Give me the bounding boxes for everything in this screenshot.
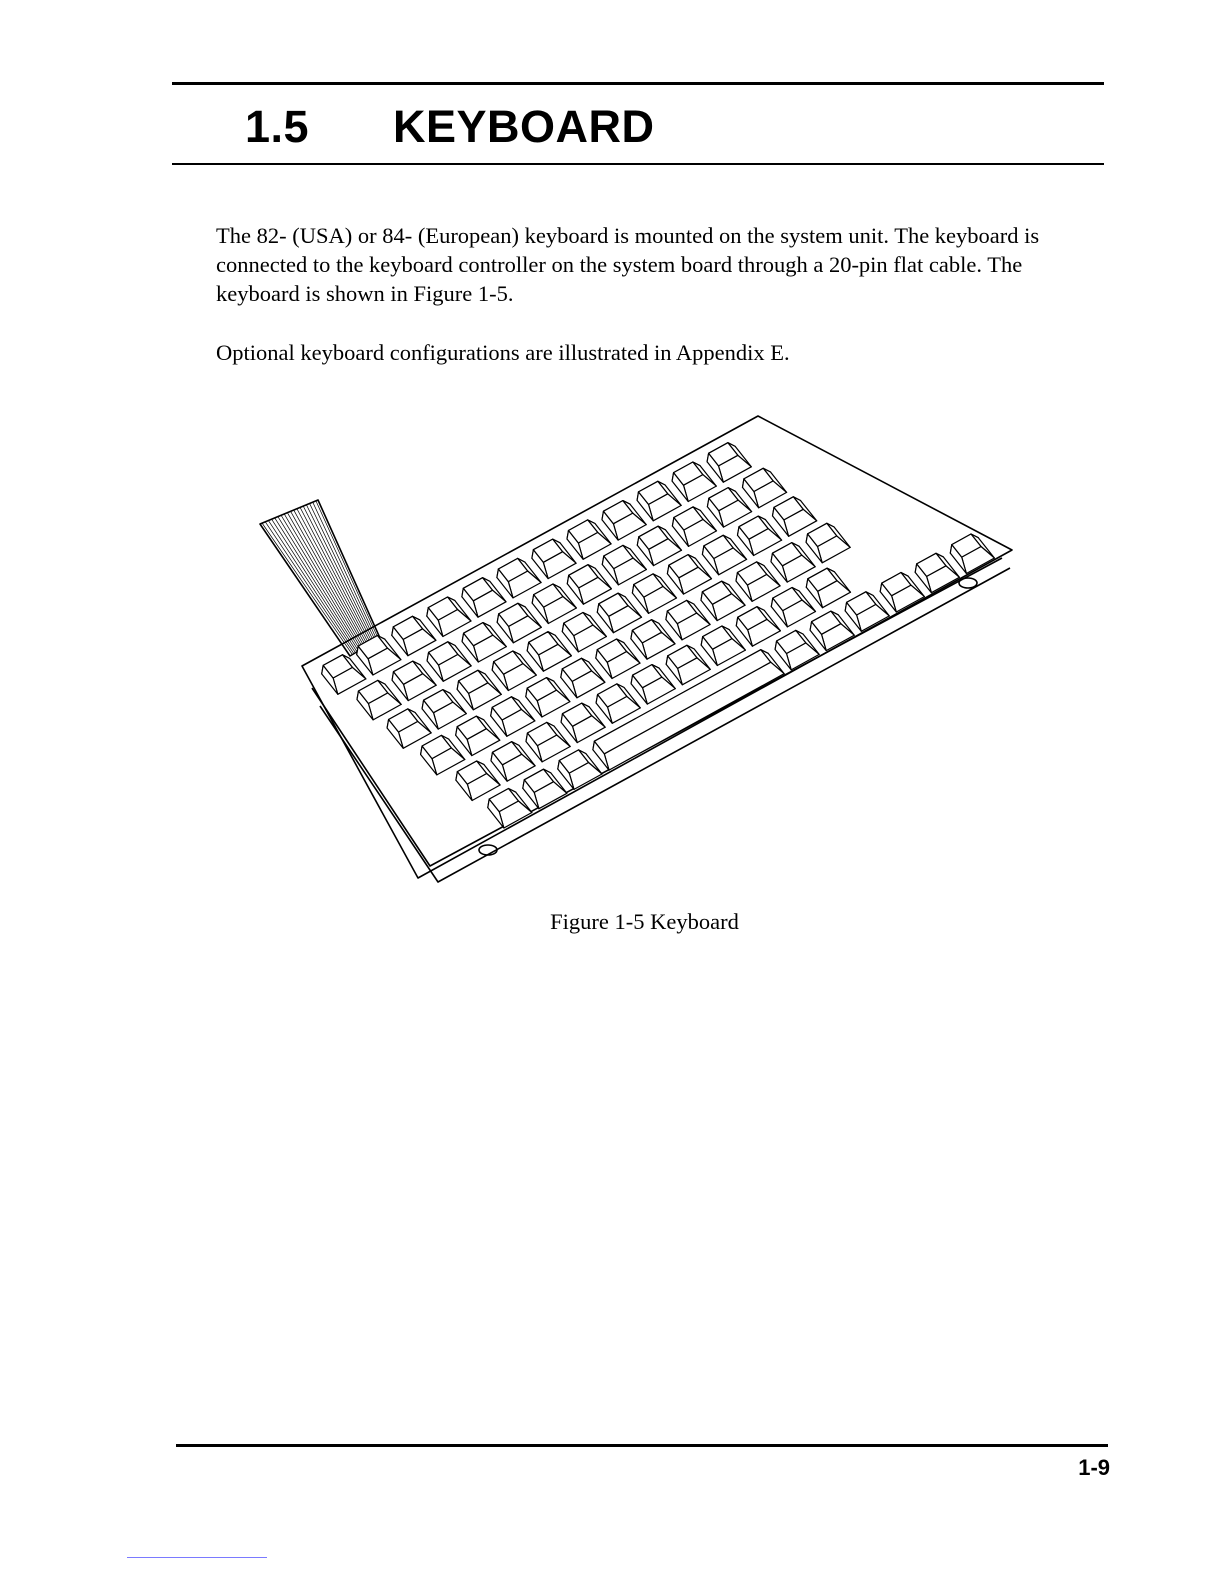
- keycap: [743, 468, 787, 508]
- keycap: [567, 565, 611, 605]
- keycap: [775, 630, 819, 670]
- keycap: [845, 592, 889, 632]
- body-paragraph-2: Optional keyboard configurations are illustrated in Appendix E.: [216, 340, 790, 365]
- keycap: [456, 761, 500, 801]
- keycap: [457, 670, 501, 710]
- cable-conductor: [284, 514, 362, 647]
- keycap: [357, 680, 401, 720]
- keycap: [915, 553, 959, 592]
- keycap: [562, 613, 606, 652]
- keycap: [707, 488, 751, 527]
- header-rule-bottom: [172, 163, 1104, 165]
- keycap: [596, 684, 640, 723]
- keycap: [810, 611, 854, 651]
- keycap: [456, 716, 500, 756]
- keycap: [771, 588, 815, 627]
- keycap: [666, 600, 710, 640]
- tray-foot: [479, 845, 497, 855]
- keycap: [532, 539, 576, 579]
- keycap: [488, 789, 532, 829]
- keycap: [523, 769, 567, 809]
- keycap: [806, 523, 850, 563]
- keycap: [950, 534, 994, 574]
- keycap: [602, 501, 646, 540]
- keycap: [322, 655, 366, 695]
- keycap: [561, 658, 605, 698]
- cable-conductor: [265, 522, 353, 653]
- keycap: [387, 709, 431, 748]
- keycap: [667, 555, 711, 595]
- cable-conductor: [310, 504, 375, 640]
- keycap: [392, 616, 436, 655]
- keycap: [738, 516, 782, 555]
- keycap: [567, 520, 611, 559]
- keycap: [427, 597, 471, 637]
- keycap: [422, 690, 466, 730]
- keycap: [736, 607, 780, 647]
- keycap: [701, 626, 745, 666]
- keycap: [462, 623, 506, 662]
- cable-conductor: [272, 519, 357, 651]
- page-number: 1-9: [1078, 1455, 1110, 1480]
- keycap: [806, 568, 850, 608]
- footer-rule: [176, 1444, 1108, 1447]
- cable-conductor: [294, 510, 368, 645]
- keycap: [631, 620, 675, 660]
- section-title: KEYBOARD: [393, 101, 655, 152]
- keycap: [701, 581, 745, 620]
- keycap: [491, 697, 535, 737]
- cable-conductor: [268, 520, 355, 652]
- cable-conductor: [316, 501, 378, 638]
- keycap: [672, 507, 716, 547]
- keycap: [631, 665, 675, 705]
- keycap: [632, 574, 676, 614]
- section-number: 1.5: [245, 101, 310, 152]
- keycap: [532, 584, 576, 624]
- keycap: [637, 481, 681, 521]
- figure-caption: Figure 1-5 Keyboard: [550, 909, 739, 934]
- section-heading: [245, 96, 655, 158]
- body-paragraph-1: The 82- (USA) or 84- (European) keyboard is mounted on the system unit. The keyboard is connected to the keyboard controller on the system board through a 20-pin flat cable. The keyboard is shown in Figure 1-5.: [216, 223, 1040, 306]
- keyboard-figure: [250, 388, 1030, 893]
- keycap: [526, 722, 570, 762]
- cable-conductor: [287, 513, 364, 647]
- keycap: [880, 573, 924, 613]
- keycap: [597, 593, 641, 633]
- keycap: [421, 735, 465, 775]
- scan-mark: [127, 1557, 267, 1558]
- cable-conductor: [306, 505, 373, 641]
- header-rule-top: [172, 82, 1104, 85]
- keyboard-illustration: [250, 388, 1030, 893]
- keycap: [666, 645, 710, 685]
- keycap: [637, 526, 681, 565]
- cable-conductor: [262, 523, 352, 654]
- keycap: [526, 678, 570, 717]
- keycap: [773, 497, 817, 537]
- cable-conductor: [297, 509, 369, 644]
- keycap: [462, 578, 506, 618]
- keycap: [771, 543, 815, 583]
- keycap: [491, 742, 535, 782]
- keycap: [392, 661, 436, 701]
- cable-conductor: [313, 502, 377, 639]
- keycap: [702, 535, 746, 575]
- keycap: [596, 639, 640, 679]
- tray-foot: [959, 578, 977, 588]
- keycap: [736, 562, 780, 602]
- keycap: [527, 632, 571, 672]
- keycap: [707, 443, 751, 483]
- keycap: [602, 545, 646, 585]
- keycap: [492, 651, 536, 691]
- keycap: [561, 703, 605, 743]
- keycap: [497, 558, 541, 598]
- keycap: [672, 462, 716, 502]
- keycap: [427, 642, 471, 682]
- keycap: [558, 750, 602, 790]
- keycap: [497, 603, 541, 643]
